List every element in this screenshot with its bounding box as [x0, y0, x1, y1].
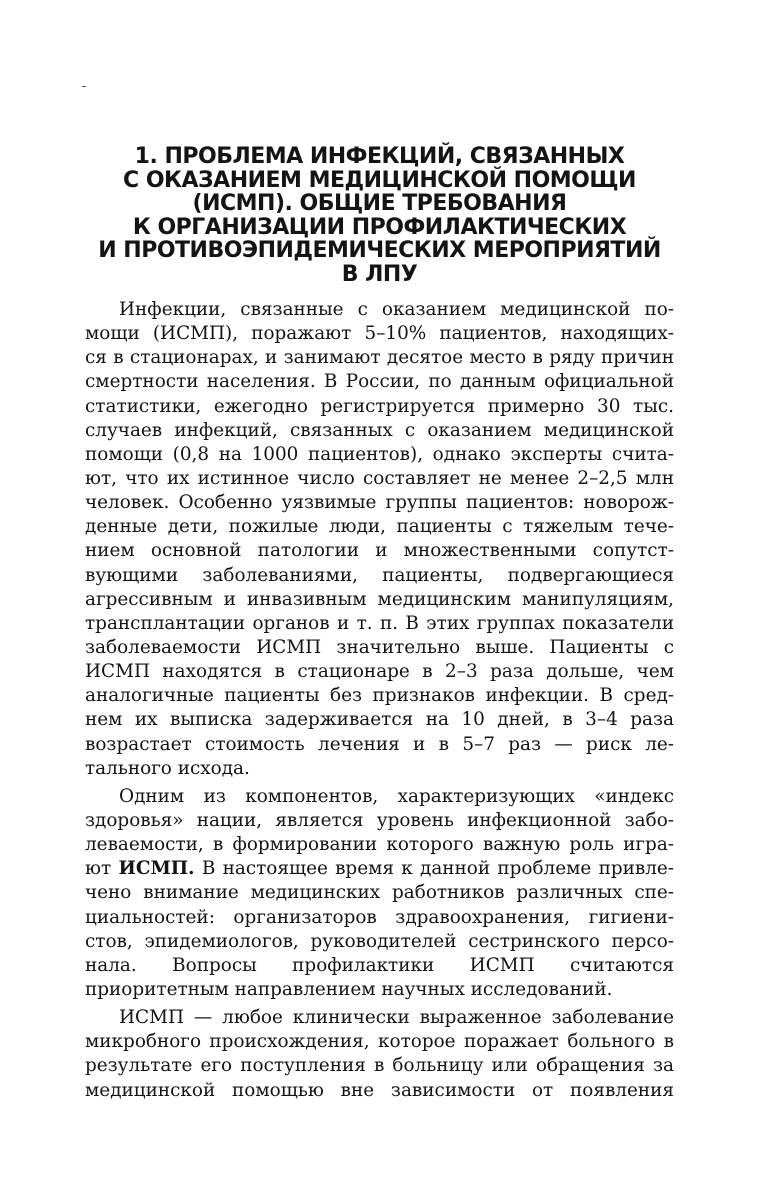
text-line: циальностей: организаторов здравоохранения, гигиени- [85, 906, 674, 928]
text-line: Одним из компонентов, характеризующих «индекс [119, 785, 674, 807]
text-line: трансплантации органов и т. п. В этих группах показатели [85, 612, 674, 634]
text-line: ют, что их истинное число составляет не менее 2–2,5 млн [85, 467, 674, 489]
text-line: заболеваемости ИСМП значительно выше. Пациенты с [85, 636, 674, 658]
page-corner-mark: - [82, 79, 87, 93]
bold-term-ismp: ИСМП. [118, 858, 195, 880]
heading-line: В ЛПУ [341, 261, 418, 287]
text-line: денные дети, пожилые люди, пациенты с тяжелым тече- [85, 516, 674, 538]
heading-line: К ОРГАНИЗАЦИИ ПРОФИЛАКТИЧЕСКИХ [132, 214, 627, 240]
chapter-heading [85, 145, 674, 286]
text-line: нала. Вопросы профилактики ИСМП считаются [85, 954, 674, 976]
text-line: помощи (0,8 на 1000 пациентов), однако эксперты счита- [85, 443, 674, 465]
text-line: смертности населения. В России, по данным официальной [85, 371, 674, 393]
text-run: В настоящее время к данной проблеме привле- [194, 858, 674, 880]
text-line: медицинской помощью вне зависимости от появления [85, 1079, 674, 1101]
text-line: микробного происхождения, которое поражает больного в [85, 1031, 674, 1053]
paragraph-health-index [85, 785, 674, 1002]
text-line: приоритетным направлением научных исследований. [85, 978, 613, 1000]
text-line: ИСМП — любое клинически выраженное заболевание [119, 1007, 674, 1029]
text-line: нием основной патологии и множественными сопутст- [85, 540, 674, 562]
text-line: леваемости, в формировании которого важную роль игра- [85, 834, 674, 856]
text-line: вующими заболеваниями, пациенты, подвергающиеся [85, 564, 674, 586]
text-line: мощи (ИСМП), поражают 5–10% пациентов, находящих- [85, 323, 674, 345]
text-run: ют [85, 858, 119, 880]
text-line: чено внимание медицинских работников различных спе- [85, 882, 674, 904]
text-line: агрессивным и инвазивным медицинским манипуляциям, [85, 588, 674, 610]
heading-line: 1. ПРОБЛЕМА ИНФЕКЦИЙ, СВЯЗАННЫХ [134, 144, 625, 169]
heading-line: И ПРОТИВОЭПИДЕМИЧЕСКИХ МЕРОПРИЯТИЙ [98, 238, 661, 263]
text-line: ИСМП находятся в стационаре в 2–3 раза дольше, чем [85, 661, 674, 683]
text-line: тального исхода. [85, 757, 250, 779]
text-line: нем их выписка задерживается на 10 дней, в 3–4 раза [85, 709, 674, 731]
text-line: стов, эпидемиологов, руководителей сестринского персо- [85, 930, 674, 952]
text-line [85, 857, 674, 881]
text-line: человек. Особенно уязвимые группы пациентов: новорож- [85, 492, 674, 514]
text-line: случаев инфекций, связанных с оказанием медицинской [85, 419, 674, 441]
text-line: результате его поступления в больницу или обращения за [85, 1055, 674, 1077]
text-line: ся в стационарах, и занимают десятое место в ряду причин [85, 347, 674, 369]
text-line: статистики, ежегодно регистрируется примерно 30 тыс. [85, 395, 674, 417]
heading-line: (ИСМП). ОБЩИЕ ТРЕБОВАНИЯ [192, 191, 567, 216]
heading-line: С ОКАЗАНИЕМ МЕДИЦИНСКОЙ ПОМОЩИ [123, 167, 636, 193]
text-line: аналогичные пациенты без признаков инфекции. В сред- [85, 685, 674, 707]
paragraph-ismp-definition [85, 1006, 674, 1103]
text-line: Инфекции, связанные с оказанием медицинской по- [119, 299, 674, 320]
paragraph-ismp-statistics [85, 298, 674, 781]
text-line: возрастает стоимость лечения и в 5–7 раз — риск ле- [85, 733, 674, 755]
text-line: здоровья» нации, является уровень инфекционной забо- [85, 809, 674, 831]
document-page [85, 145, 674, 1107]
